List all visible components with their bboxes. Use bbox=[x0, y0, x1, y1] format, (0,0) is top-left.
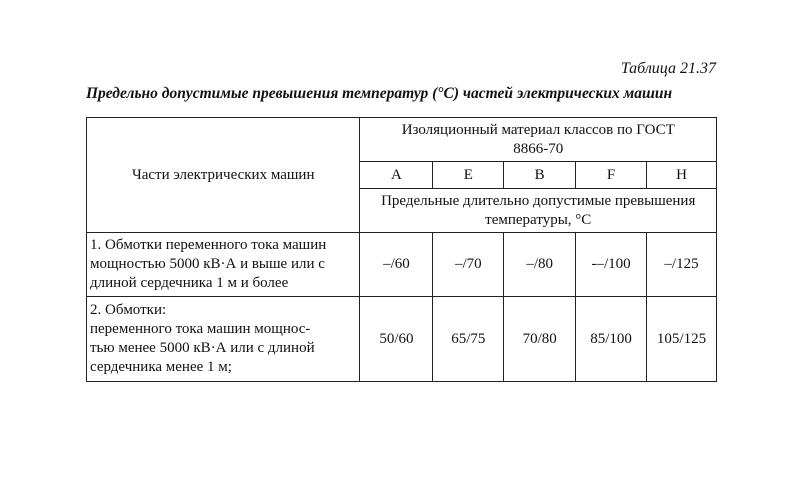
table-caption: Предельно допустимые превышения температур (°С) частей электрических машин bbox=[86, 85, 673, 102]
parts-header-cell bbox=[87, 118, 360, 233]
temperature-rise-table bbox=[86, 117, 717, 382]
limits-header-line2: температуры, °С bbox=[485, 211, 592, 228]
value-cell-a: 50/60 bbox=[360, 297, 433, 382]
insulation-header-line2: 8866-70 bbox=[513, 140, 564, 157]
value-cell-b: 70/80 bbox=[504, 297, 576, 382]
limits-header-cell bbox=[360, 189, 717, 233]
value-cell-a: –/60 bbox=[360, 233, 433, 297]
value-cell-b: –/80 bbox=[504, 233, 576, 297]
table-row bbox=[87, 233, 717, 297]
insulation-header-line1: Изоляционный материал классов по ГОСТ bbox=[401, 121, 675, 138]
class-header-e: E bbox=[433, 162, 504, 189]
table-number: Таблица 21.37 bbox=[620, 60, 716, 77]
value-cell-f: 85/100 bbox=[576, 297, 647, 382]
row-label-line: мощностью 5000 кВ·А и выше или с bbox=[90, 256, 325, 272]
class-header-a: A bbox=[360, 162, 433, 189]
row-label-cell bbox=[87, 297, 360, 382]
parts-header-label: Части электрических машин bbox=[131, 166, 315, 183]
value-cell-h: 105/125 bbox=[647, 297, 717, 382]
row-label-line: тью менее 5000 кВ·А или с длиной bbox=[90, 340, 315, 356]
row-label-line: 1. Обмотки переменного тока машин bbox=[90, 237, 327, 253]
row-label-cell bbox=[87, 233, 360, 297]
header-row-insulation bbox=[87, 118, 717, 162]
value-cell-h: –/125 bbox=[647, 233, 717, 297]
class-header-b: B bbox=[504, 162, 576, 189]
table-row bbox=[87, 297, 717, 382]
row-label-line: сердечника менее 1 м; bbox=[90, 359, 232, 375]
row-label-line: 2. Обмотки: bbox=[90, 302, 167, 318]
value-cell-e: 65/75 bbox=[433, 297, 504, 382]
row-label-line: длиной сердечника 1 м и более bbox=[90, 275, 289, 291]
class-header-h: H bbox=[647, 162, 717, 189]
limits-header-line1: Предельные длительно допустимые превышения bbox=[381, 192, 696, 209]
value-cell-f: -–/100 bbox=[576, 233, 647, 297]
value-cell-e: –/70 bbox=[433, 233, 504, 297]
class-header-f: F bbox=[576, 162, 647, 189]
row-label-line: переменного тока машин мощнос- bbox=[90, 321, 311, 337]
insulation-header-cell bbox=[360, 118, 717, 162]
